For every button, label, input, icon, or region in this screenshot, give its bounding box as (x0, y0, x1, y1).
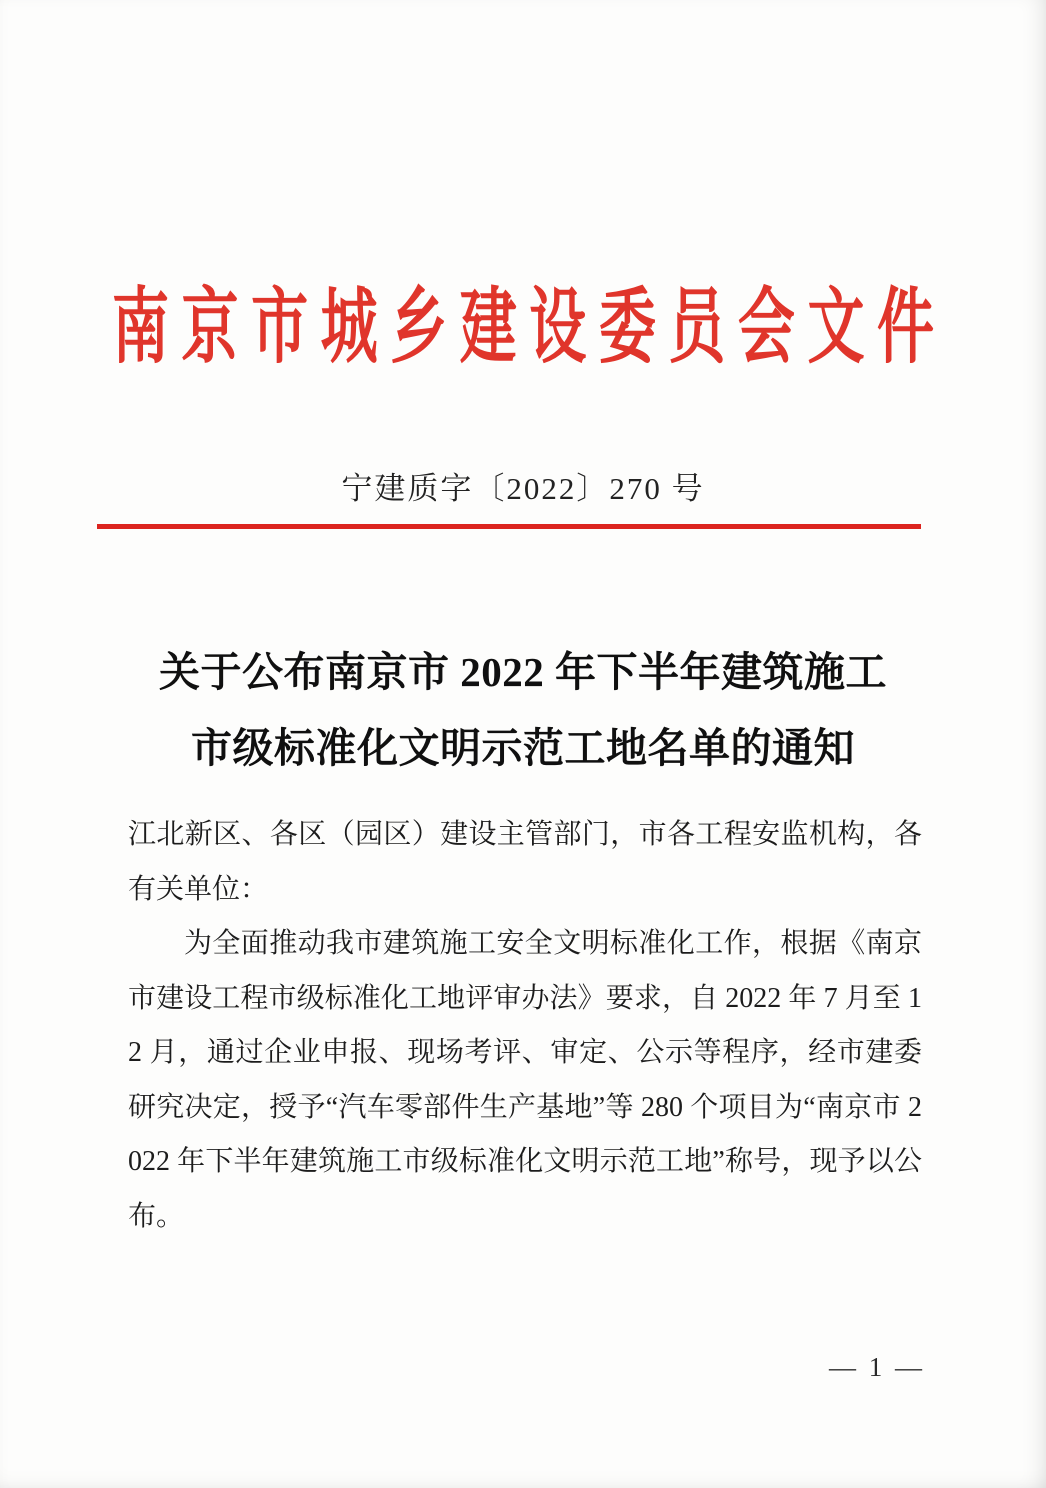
notice-title-line-2: 市级标准化文明示范工地名单的通知 (191, 725, 855, 772)
page-number: — 1 — (829, 1352, 925, 1382)
red-divider-line (97, 524, 921, 529)
notice-title (0, 634, 1046, 786)
body-paragraph-recipients: 江北新区、各区（园区）建设主管部门，市各工程安监机构，各有关单位： (128, 819, 922, 905)
body-paragraph-main: 为全面推动我市建筑施工安全文明标准化工作，根据《南京市建设工程市级标准化工地评审办法》要求，自 2022 年 7 月至 12 月，通过企业申报、现场考评、审定、公示等程序，经市建委研究决定，授予“汽车零部件生产基地”等 280 个项目为“南京市 2022 年下半年建筑施工市级标准化文明示范工地”称号，现予以公布。 (128, 928, 922, 1232)
red-header-title: 南京市城乡建设委员会文件 (112, 282, 934, 374)
notice-title-line-1: 关于公布南京市 2022 年下半年建筑施工 (159, 649, 887, 696)
document-number: 宁建质字〔2022〕270 号 (341, 471, 705, 506)
notice-body (128, 808, 922, 1244)
